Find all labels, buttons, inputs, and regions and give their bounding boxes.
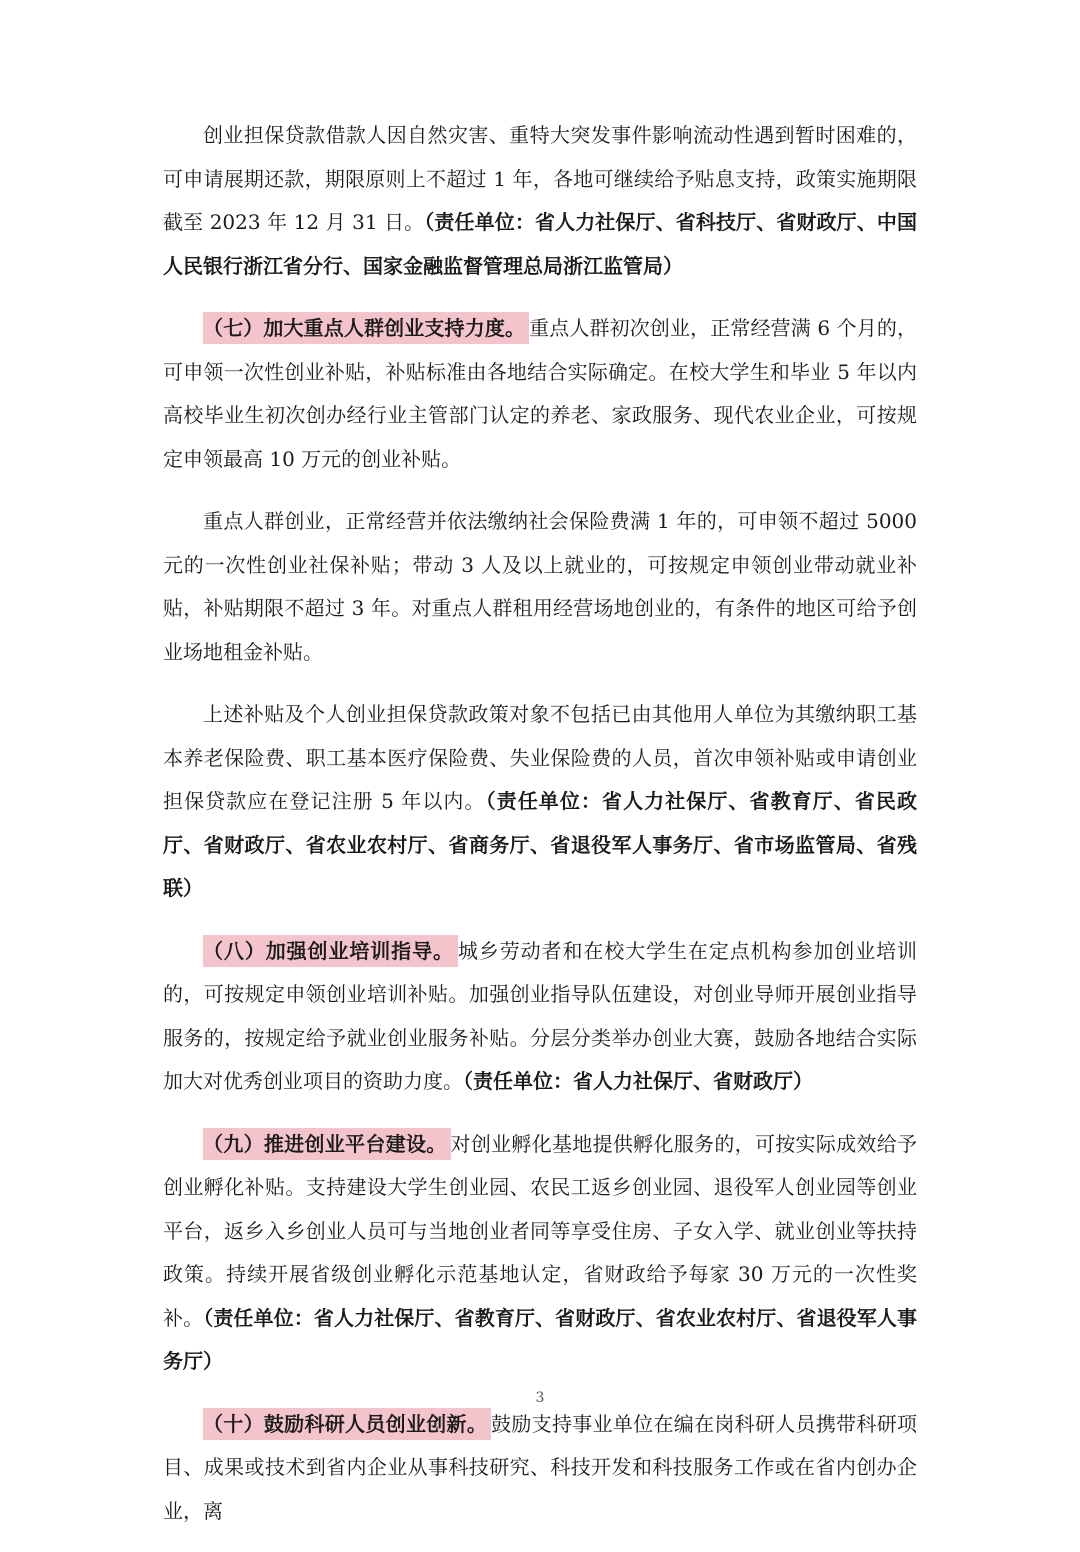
paragraph-text: 创业担保贷款借款人因自然灾害、重特大突发事件影响流动性遇到暂时困难的，可申请展期还款，期限原则上不超过 1 年，各地可继续给予贴息支持，政策实施期限截至 2023 年 12 月 31 日。 (163, 123, 917, 234)
responsible-units: （责任单位：省人力社保厅、省科技厅、省财政厅、中国人民银行浙江省分行、国家金融监督管理总局浙江监管局） (163, 210, 917, 278)
paragraph-6 (163, 1123, 917, 1384)
paragraph-text: 重点人群初次创业，正常经营满 6 个月的，可申领一次性创业补贴，补贴标准由各地结合实际确定。在校大学生和毕业 5 年以内高校毕业生初次创办经行业主管部门认定的养老、家政服务、现代农业企业，可按规定申领最高 10 万元的创业补贴。 (163, 316, 917, 471)
paragraph-text: 重点人群创业，正常经营并依法缴纳社会保险费满 1 年的，可申领不超过 5000 元的一次性创业社保补贴；带动 3 人及以上就业的，可按规定申领创业带动就业补贴，补贴期限不超过 3 年。对重点人群租用经营场地创业的，有条件的地区可给予创业场地租金补贴。 (163, 509, 917, 664)
responsible-units: （责任单位：省人力社保厅、省教育厅、省财政厅、省农业农村厅、省退役军人事务厅） (163, 1305, 918, 1373)
responsible-units: （责任单位：省人力社保厅、省财政厅） (463, 1069, 813, 1093)
paragraph-text: 城乡劳动者和在校大学生在定点机构参加创业培训的，可按规定申领创业培训补贴。加强创业指导队伍建设，对创业导师开展创业指导服务的，按规定给予就业创业服务补贴。分层分类举办创业大赛，鼓励各地结合实际加大对优秀创业项目的资助力度。 (163, 938, 918, 1093)
section-heading-9: （九）推进创业平台建设。 (203, 1128, 451, 1160)
page-number: 3 (535, 1390, 545, 1406)
paragraph-1 (163, 114, 917, 288)
section-heading-8: （八）加强创业培训指导。 (203, 935, 458, 967)
document-body (163, 114, 917, 1552)
paragraph-3 (163, 500, 917, 674)
responsible-units: （责任单位：省人力社保厅、省教育厅、省民政厅、省财政厅、省农业农村厅、省商务厅、省退役军人事务厅、省市场监管局、省残联） (163, 789, 917, 900)
section-heading-7: （七）加大重点人群创业支持力度。 (203, 312, 529, 344)
paragraph-4 (163, 693, 917, 911)
paragraph-5 (163, 930, 917, 1104)
section-heading-10: （十）鼓励科研人员创业创新。 (203, 1408, 491, 1440)
paragraph-text: 鼓励支持事业单位在编在岗科研人员携带科研项目、成果或技术到省内企业从事科技研究、科技开发和科技服务工作或在省内创办企业，离 (163, 1411, 918, 1523)
paragraph-7 (163, 1403, 917, 1534)
paragraph-text: 上述补贴及个人创业担保贷款政策对象不包括已由其他用人单位为其缴纳职工基本养老保险费、职工基本医疗保险费、失业保险费的人员，首次申领补贴或申请创业担保贷款应在登记注册 5 年以内。 (163, 702, 917, 813)
paragraph-2 (163, 307, 917, 481)
paragraph-text: 对创业孵化基地提供孵化服务的，可按实际成效给予创业孵化补贴。支持建设大学生创业园、农民工返乡创业园、退役军人创业园等创业平台，返乡入乡创业人员可与当地创业者同等享受住房、子女入学、就业创业等扶持政策。持续开展省级创业孵化示范基地认定，省财政给予每家 30 万元的一次性奖补。 (163, 1131, 918, 1330)
